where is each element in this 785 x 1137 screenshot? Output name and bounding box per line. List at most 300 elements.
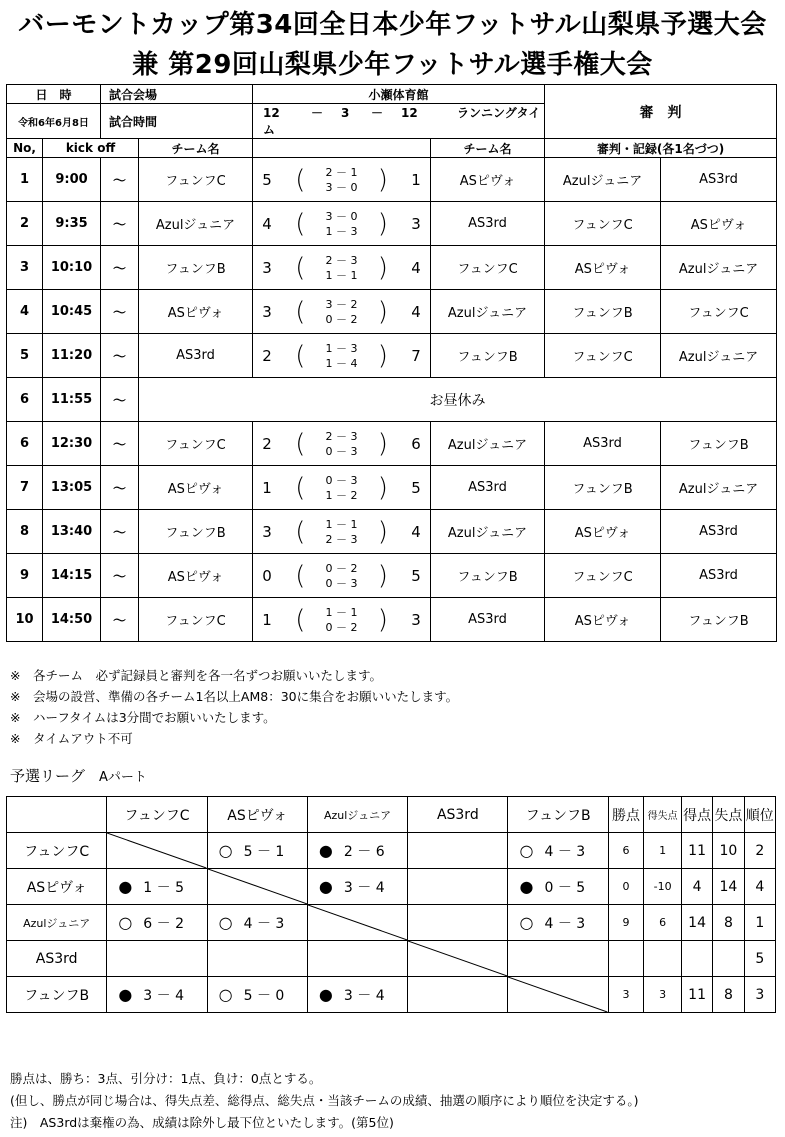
score bbox=[253, 202, 430, 245]
away-score: 3 bbox=[411, 214, 421, 233]
league-result bbox=[408, 869, 508, 905]
close-paren: ) bbox=[377, 472, 388, 503]
league-score-text: 2 － 6 bbox=[343, 843, 385, 860]
close-paren: ) bbox=[377, 604, 388, 635]
league-row bbox=[7, 977, 776, 1013]
league-stat: 8 bbox=[713, 905, 744, 941]
match-no: 6 bbox=[7, 422, 43, 466]
score bbox=[253, 554, 430, 597]
league-result bbox=[207, 977, 307, 1013]
league-stat: 2 bbox=[744, 833, 775, 869]
league-stat: 6 bbox=[608, 833, 644, 869]
league-col-team: Azulジュニア bbox=[307, 797, 407, 833]
away-score: 4 bbox=[411, 258, 421, 277]
second-half: 1 － 2 bbox=[325, 488, 358, 502]
match-tilde: ～ bbox=[101, 334, 139, 378]
league-col-stat: 得点 bbox=[681, 797, 712, 833]
league-score-text: 4 － 3 bbox=[243, 915, 285, 932]
league-result bbox=[107, 905, 207, 941]
league-result bbox=[408, 833, 508, 869]
league-corner bbox=[7, 797, 107, 833]
league-stat: 1 bbox=[644, 833, 682, 869]
league-result bbox=[408, 977, 508, 1013]
league-score bbox=[508, 841, 607, 861]
match-tilde: ～ bbox=[101, 598, 139, 642]
home-team: AS3rd bbox=[139, 334, 253, 378]
referee-2: Azulジュニア bbox=[661, 246, 777, 290]
away-score: 6 bbox=[411, 434, 421, 453]
home-score: 3 bbox=[262, 522, 272, 541]
time-a: 12 bbox=[263, 106, 280, 120]
league-score bbox=[508, 877, 607, 897]
league-result bbox=[508, 941, 608, 977]
home-team: フュンフB bbox=[139, 510, 253, 554]
league-result bbox=[508, 905, 608, 941]
league-score bbox=[107, 913, 206, 933]
first-half: 3 － 0 bbox=[325, 209, 358, 223]
league-score-text: 1 － 5 bbox=[143, 879, 185, 896]
score bbox=[253, 158, 430, 201]
match-time: 14:50 bbox=[43, 598, 101, 642]
time-label: 試合時間 bbox=[101, 104, 253, 139]
league-score-text: 5 － 1 bbox=[243, 843, 285, 860]
league-score-text: 4 － 3 bbox=[544, 843, 586, 860]
footnote-line: (但し、勝点が同じ場合は、得失点差、総得点、総失点・当該チームの成績、抽選の順序により順位を決定する。) bbox=[10, 1093, 639, 1108]
match-no: 9 bbox=[7, 554, 43, 598]
league-col-stat: 得失点 bbox=[644, 797, 682, 833]
venue-label: 試合会場 bbox=[101, 85, 253, 104]
halves bbox=[326, 561, 358, 591]
match-row bbox=[7, 422, 777, 466]
league-result bbox=[207, 941, 307, 977]
halves bbox=[326, 209, 358, 239]
home-score: 1 bbox=[262, 478, 272, 497]
second-half: 1 － 4 bbox=[325, 356, 358, 370]
match-row bbox=[7, 290, 777, 334]
score-cell bbox=[253, 246, 431, 290]
halves bbox=[326, 165, 358, 195]
halves bbox=[326, 605, 358, 635]
col-team1: チーム名 bbox=[139, 139, 253, 158]
lunch-tilde: ～ bbox=[101, 378, 139, 422]
referee-2: AS3rd bbox=[661, 158, 777, 202]
referee-2: フュンフC bbox=[661, 290, 777, 334]
note-line: ※ 会場の設営、準備の各チーム1名以上AM8：30に集合をお願いいたします。 bbox=[10, 689, 459, 704]
first-half: 2 － 3 bbox=[325, 429, 358, 443]
loss-circle-icon: ● bbox=[318, 877, 333, 896]
match-row bbox=[7, 466, 777, 510]
close-paren: ) bbox=[377, 428, 388, 459]
diagonal-line bbox=[308, 905, 407, 940]
league-row-team: フュンフC bbox=[7, 833, 107, 869]
note-line: ※ 各チーム 必ず記録員と審判を各一名ずつお願いいたします。 bbox=[10, 668, 382, 683]
close-paren: ) bbox=[377, 208, 388, 239]
league-row-team: AS3rd bbox=[7, 941, 107, 977]
score bbox=[253, 334, 430, 377]
league-result bbox=[408, 905, 508, 941]
league-score bbox=[107, 985, 206, 1005]
footnotes bbox=[10, 1068, 639, 1134]
home-team: フュンフC bbox=[139, 158, 253, 202]
league-col-stat: 勝点 bbox=[608, 797, 644, 833]
league-stat: 5 bbox=[744, 941, 775, 977]
match-time: 11:20 bbox=[43, 334, 101, 378]
col-team2: チーム名 bbox=[431, 139, 545, 158]
league-col-team: ASピヴォ bbox=[207, 797, 307, 833]
match-time: 13:40 bbox=[43, 510, 101, 554]
note-line: ※ ハーフタイムは3分間でお願いいたします。 bbox=[10, 710, 276, 725]
league-row bbox=[7, 869, 776, 905]
lunch-break: お昼休み bbox=[139, 378, 777, 422]
win-circle-icon: ○ bbox=[118, 913, 133, 932]
league-stat: 3 bbox=[644, 977, 682, 1013]
match-no: 3 bbox=[7, 246, 43, 290]
away-team: ASピヴォ bbox=[431, 158, 545, 202]
close-paren: ) bbox=[377, 252, 388, 283]
league-stat: 3 bbox=[608, 977, 644, 1013]
league-score-text: 3 － 4 bbox=[343, 879, 385, 896]
first-half: 3 － 2 bbox=[325, 297, 358, 311]
match-time: 14:15 bbox=[43, 554, 101, 598]
score-cell bbox=[253, 510, 431, 554]
league-stat: 3 bbox=[744, 977, 775, 1013]
league-result bbox=[307, 941, 407, 977]
first-half: 1 － 1 bbox=[325, 517, 358, 531]
venue: 小瀬体育館 bbox=[253, 85, 545, 104]
referee-1: フュンフC bbox=[545, 554, 661, 598]
league-stat: 4 bbox=[681, 869, 712, 905]
score bbox=[253, 598, 430, 641]
league-stat: 8 bbox=[713, 977, 744, 1013]
referee-1: フュンフB bbox=[545, 466, 661, 510]
dash-1: － bbox=[311, 106, 324, 120]
league-diagonal bbox=[408, 941, 508, 977]
win-circle-icon: ○ bbox=[218, 913, 233, 932]
away-team: AS3rd bbox=[431, 466, 545, 510]
referee-2: AS3rd bbox=[661, 510, 777, 554]
match-tilde: ～ bbox=[101, 466, 139, 510]
match-no: 7 bbox=[7, 466, 43, 510]
match-tilde: ～ bbox=[101, 422, 139, 466]
score-cell bbox=[253, 422, 431, 466]
league-col-team: AS3rd bbox=[408, 797, 508, 833]
league-table bbox=[6, 796, 776, 1013]
league-stat: 14 bbox=[713, 869, 744, 905]
lunch-time: 11:55 bbox=[43, 378, 101, 422]
running-time: ランニングタイム bbox=[263, 106, 541, 137]
league-result bbox=[207, 833, 307, 869]
open-paren: ( bbox=[295, 428, 306, 459]
home-score: 5 bbox=[262, 170, 272, 189]
match-row bbox=[7, 554, 777, 598]
league-stat: 0 bbox=[608, 869, 644, 905]
league-header-row bbox=[7, 797, 776, 833]
away-score: 5 bbox=[411, 566, 421, 585]
match-row bbox=[7, 246, 777, 290]
open-paren: ( bbox=[295, 472, 306, 503]
score-cell bbox=[253, 202, 431, 246]
open-paren: ( bbox=[295, 296, 306, 327]
match-time: 9:00 bbox=[43, 158, 101, 202]
league-diagonal bbox=[307, 905, 407, 941]
second-half: 0 － 3 bbox=[325, 576, 358, 590]
referee-2: Azulジュニア bbox=[661, 334, 777, 378]
referee-1: ASピヴォ bbox=[545, 598, 661, 642]
schedule-table bbox=[6, 84, 777, 642]
match-time: 13:05 bbox=[43, 466, 101, 510]
notes bbox=[10, 666, 458, 750]
league-score-text: 4 － 3 bbox=[544, 915, 586, 932]
date-label: 日 時 bbox=[7, 85, 101, 104]
match-tilde: ～ bbox=[101, 246, 139, 290]
away-team: フュンフC bbox=[431, 246, 545, 290]
score bbox=[253, 510, 430, 553]
score bbox=[253, 466, 430, 509]
close-paren: ) bbox=[377, 516, 388, 547]
open-paren: ( bbox=[295, 164, 306, 195]
score bbox=[253, 246, 430, 289]
match-no: 5 bbox=[7, 334, 43, 378]
league-result bbox=[207, 905, 307, 941]
home-score: 2 bbox=[262, 434, 272, 453]
title-sub: 兼 第29回山梨県少年フットサル選手権大会 bbox=[132, 50, 653, 80]
league-result bbox=[508, 833, 608, 869]
first-half: 2 － 3 bbox=[325, 253, 358, 267]
home-team: フュンフB bbox=[139, 246, 253, 290]
halves bbox=[326, 429, 358, 459]
match-row bbox=[7, 202, 777, 246]
league-stat: 11 bbox=[681, 977, 712, 1013]
score bbox=[253, 290, 430, 333]
open-paren: ( bbox=[295, 208, 306, 239]
away-score: 1 bbox=[411, 170, 421, 189]
match-tilde: ～ bbox=[101, 554, 139, 598]
league-score bbox=[308, 841, 407, 861]
referee-1: Azulジュニア bbox=[545, 158, 661, 202]
match-row bbox=[7, 158, 777, 202]
league-stat: 14 bbox=[681, 905, 712, 941]
halves bbox=[326, 253, 358, 283]
league-row-team: フュンフB bbox=[7, 977, 107, 1013]
league-score-text: 3 － 4 bbox=[143, 987, 185, 1004]
open-paren: ( bbox=[295, 560, 306, 591]
match-time: 10:10 bbox=[43, 246, 101, 290]
away-score: 4 bbox=[411, 522, 421, 541]
away-team: AS3rd bbox=[431, 598, 545, 642]
league-stat bbox=[681, 941, 712, 977]
league-col-team: フュンフC bbox=[107, 797, 207, 833]
league-stat: 9 bbox=[608, 905, 644, 941]
match-row bbox=[7, 334, 777, 378]
league-row-team: ASピヴォ bbox=[7, 869, 107, 905]
loss-circle-icon: ● bbox=[118, 877, 133, 896]
score-cell bbox=[253, 466, 431, 510]
league-result bbox=[107, 977, 207, 1013]
away-score: 7 bbox=[411, 346, 421, 365]
league-col-stat: 失点 bbox=[713, 797, 744, 833]
league-score-text: 5 － 0 bbox=[243, 987, 285, 1004]
diagonal-line bbox=[408, 941, 507, 976]
league-heading bbox=[10, 765, 147, 786]
close-paren: ) bbox=[377, 296, 388, 327]
league-diagonal bbox=[508, 977, 608, 1013]
referee-2: AS3rd bbox=[661, 554, 777, 598]
league-stat bbox=[644, 941, 682, 977]
loss-circle-icon: ● bbox=[318, 985, 333, 1004]
second-half: 3 － 0 bbox=[325, 180, 358, 194]
loss-circle-icon: ● bbox=[318, 841, 333, 860]
second-half: 1 － 1 bbox=[325, 268, 358, 282]
match-tilde: ～ bbox=[101, 202, 139, 246]
league-stat: 10 bbox=[713, 833, 744, 869]
league-score bbox=[208, 985, 307, 1005]
league-stat bbox=[608, 941, 644, 977]
referee-1: フュンフC bbox=[545, 334, 661, 378]
first-half: 2 － 1 bbox=[325, 165, 358, 179]
league-result bbox=[307, 833, 407, 869]
away-team: Azulジュニア bbox=[431, 510, 545, 554]
time-c: 12 bbox=[401, 106, 418, 120]
win-circle-icon: ○ bbox=[218, 985, 233, 1004]
score-cell bbox=[253, 598, 431, 642]
league-score-text: 6 － 2 bbox=[143, 915, 185, 932]
league-title: 予選リーグ bbox=[10, 767, 86, 785]
league-row-team: Azulジュニア bbox=[7, 905, 107, 941]
league-col-stat: 順位 bbox=[744, 797, 775, 833]
footnote-line: 注) AS3rdは棄権の為、成績は除外し最下位といたします。(第5位) bbox=[10, 1115, 394, 1130]
league-row bbox=[7, 941, 776, 977]
league-result bbox=[307, 869, 407, 905]
league-score bbox=[308, 985, 407, 1005]
match-row bbox=[7, 510, 777, 554]
lunch-no: 6 bbox=[7, 378, 43, 422]
league-score bbox=[208, 841, 307, 861]
away-team: Azulジュニア bbox=[431, 290, 545, 334]
match-no: 8 bbox=[7, 510, 43, 554]
league-diagonal bbox=[207, 869, 307, 905]
halves bbox=[326, 517, 358, 547]
score-cell bbox=[253, 554, 431, 598]
score-cell bbox=[253, 334, 431, 378]
halves bbox=[326, 297, 358, 327]
match-time: 10:45 bbox=[43, 290, 101, 334]
halves bbox=[326, 341, 358, 371]
referee-2: フュンフB bbox=[661, 598, 777, 642]
referee-1: AS3rd bbox=[545, 422, 661, 466]
score-cell bbox=[253, 290, 431, 334]
league-score-text: 0 － 5 bbox=[544, 879, 586, 896]
league-score bbox=[208, 913, 307, 933]
home-score: 0 bbox=[262, 566, 272, 585]
time-b: 3 bbox=[341, 106, 350, 120]
second-half: 0 － 3 bbox=[325, 444, 358, 458]
referee-header: 審 判 bbox=[545, 85, 777, 139]
league-part: Aパート bbox=[99, 770, 147, 785]
home-team: Azulジュニア bbox=[139, 202, 253, 246]
away-team: Azulジュニア bbox=[431, 422, 545, 466]
league-col-team: フュンフB bbox=[508, 797, 608, 833]
col-kickoff: kick off bbox=[43, 139, 139, 158]
league-result bbox=[107, 869, 207, 905]
referee-2: ASピヴォ bbox=[661, 202, 777, 246]
score-cell bbox=[253, 158, 431, 202]
league-stat: 11 bbox=[681, 833, 712, 869]
match-no: 2 bbox=[7, 202, 43, 246]
title-main: バーモントカップ第34回全日本少年フットサル山梨県予選大会 bbox=[18, 10, 767, 40]
league-stat: 6 bbox=[644, 905, 682, 941]
home-score: 3 bbox=[262, 258, 272, 277]
win-circle-icon: ○ bbox=[218, 841, 233, 860]
note-line: ※ タイムアウト不可 bbox=[10, 731, 133, 746]
halves bbox=[326, 473, 358, 503]
home-team: フュンフC bbox=[139, 422, 253, 466]
away-team: フュンフB bbox=[431, 554, 545, 598]
match-no: 1 bbox=[7, 158, 43, 202]
loss-circle-icon: ● bbox=[519, 877, 534, 896]
diagonal-line bbox=[508, 977, 607, 1012]
match-time-format bbox=[253, 104, 545, 139]
open-paren: ( bbox=[295, 252, 306, 283]
open-paren: ( bbox=[295, 604, 306, 635]
home-team: ASピヴォ bbox=[139, 290, 253, 334]
referee-1: ASピヴォ bbox=[545, 510, 661, 554]
league-score bbox=[107, 877, 206, 897]
second-half: 0 － 2 bbox=[325, 620, 358, 634]
league-stat: 1 bbox=[744, 905, 775, 941]
referee-1: フュンフC bbox=[545, 202, 661, 246]
away-score: 4 bbox=[411, 302, 421, 321]
home-team: ASピヴォ bbox=[139, 554, 253, 598]
score bbox=[253, 422, 430, 465]
col-no: No, bbox=[7, 139, 43, 158]
away-team: フュンフB bbox=[431, 334, 545, 378]
col-ref-record: 審判・記録(各1名づつ) bbox=[545, 139, 777, 158]
league-score bbox=[508, 913, 607, 933]
home-score: 1 bbox=[262, 610, 272, 629]
first-half: 1 － 3 bbox=[325, 341, 358, 355]
col-score bbox=[253, 139, 431, 158]
referee-1: フュンフB bbox=[545, 290, 661, 334]
home-score: 4 bbox=[262, 214, 272, 233]
diagonal-line bbox=[208, 869, 307, 904]
referee-2: Azulジュニア bbox=[661, 466, 777, 510]
league-stat: 4 bbox=[744, 869, 775, 905]
open-paren: ( bbox=[295, 340, 306, 371]
home-score: 3 bbox=[262, 302, 272, 321]
match-time: 12:30 bbox=[43, 422, 101, 466]
away-team: AS3rd bbox=[431, 202, 545, 246]
league-row bbox=[7, 905, 776, 941]
loss-circle-icon: ● bbox=[118, 985, 133, 1004]
match-tilde: ～ bbox=[101, 290, 139, 334]
match-row bbox=[7, 598, 777, 642]
win-circle-icon: ○ bbox=[519, 913, 534, 932]
league-score-text: 3 － 4 bbox=[343, 987, 385, 1004]
league-diagonal bbox=[107, 833, 207, 869]
match-date: 令和6年6月8日 bbox=[7, 104, 101, 139]
match-time: 9:35 bbox=[43, 202, 101, 246]
match-tilde: ～ bbox=[101, 158, 139, 202]
close-paren: ) bbox=[377, 560, 388, 591]
close-paren: ) bbox=[377, 340, 388, 371]
home-team: フュンフC bbox=[139, 598, 253, 642]
league-result bbox=[107, 941, 207, 977]
dash-2: － bbox=[371, 106, 384, 120]
match-no: 4 bbox=[7, 290, 43, 334]
win-circle-icon: ○ bbox=[519, 841, 534, 860]
open-paren: ( bbox=[295, 516, 306, 547]
first-half: 1 － 1 bbox=[325, 605, 358, 619]
